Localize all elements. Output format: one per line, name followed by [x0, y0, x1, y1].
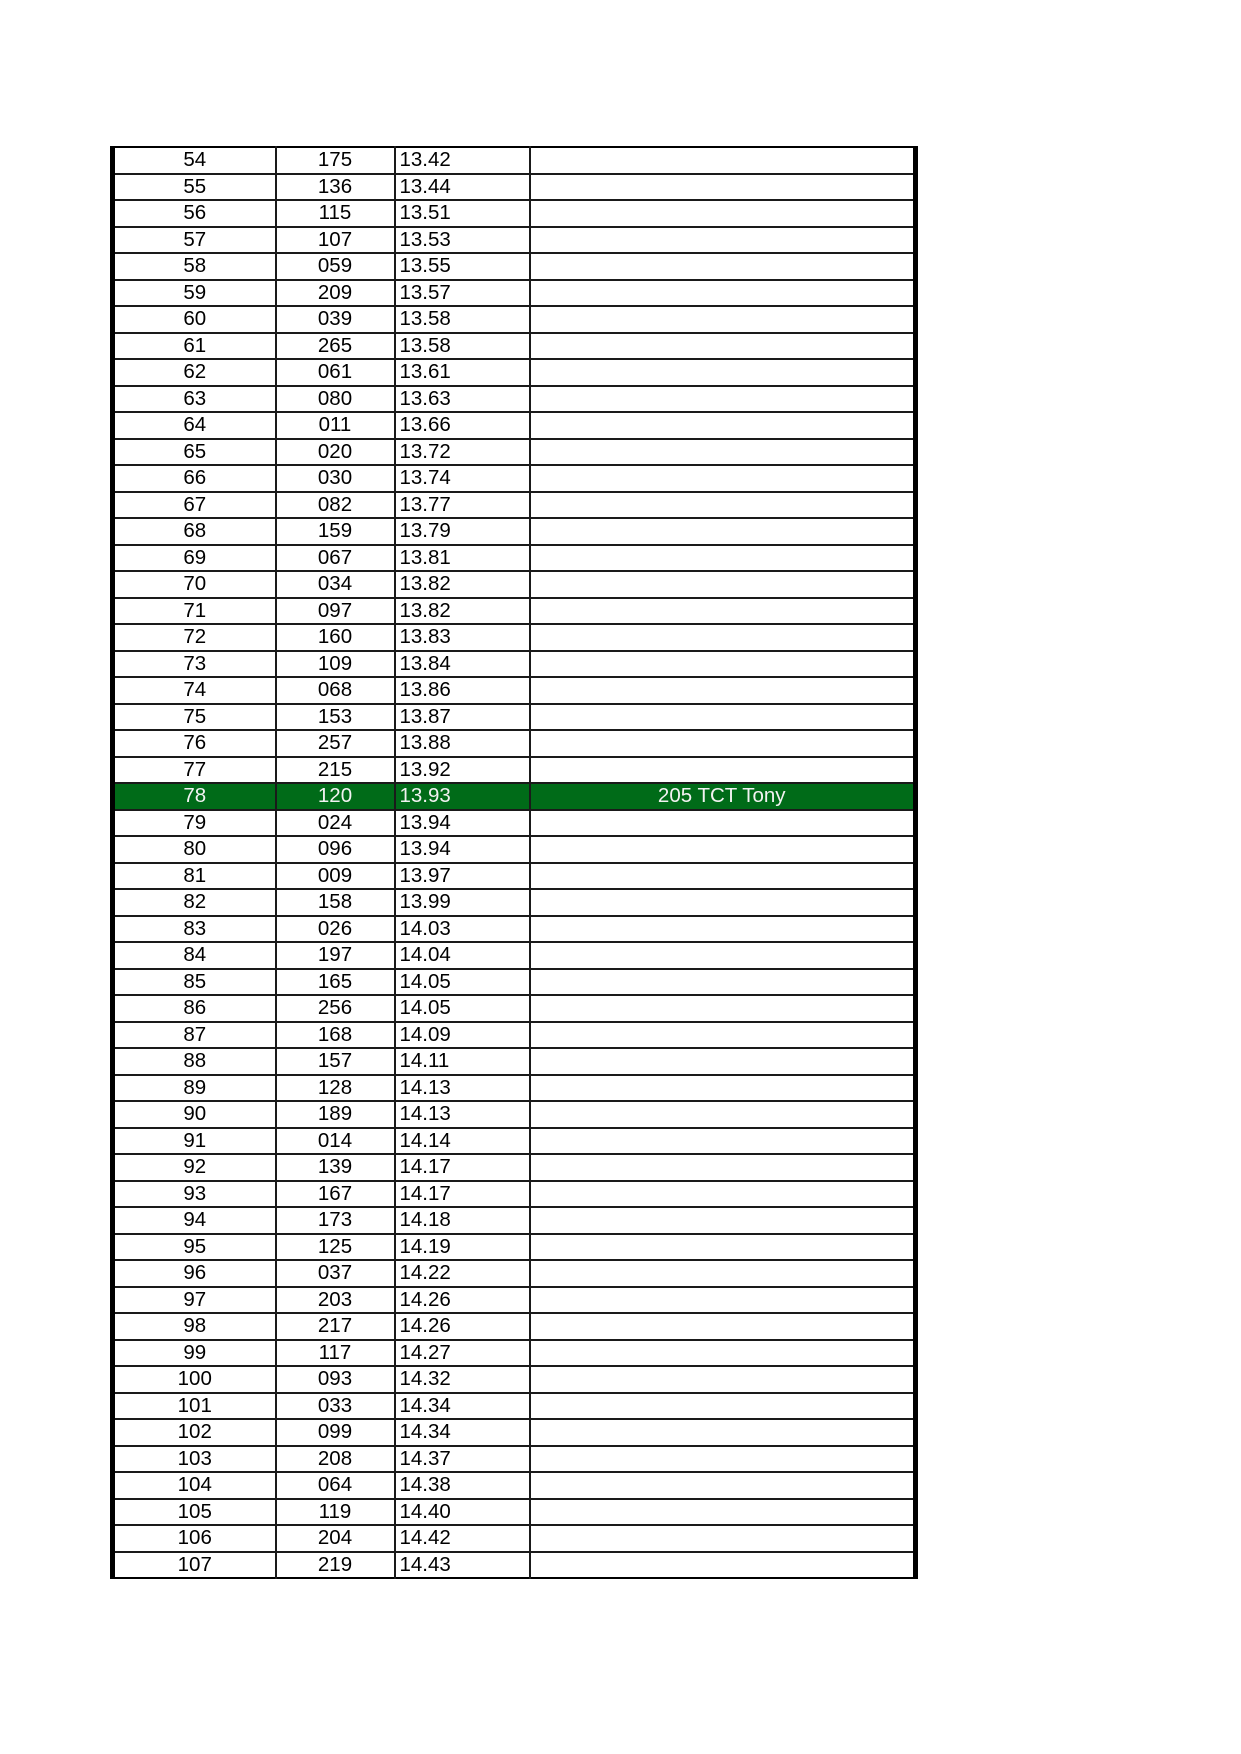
table-row: [113, 810, 916, 837]
place-cell: 90: [113, 1101, 276, 1128]
number-cell: 215: [276, 757, 395, 784]
time-cell: 13.84: [395, 651, 530, 678]
name-cell: [530, 545, 916, 572]
number-cell: 093: [276, 1366, 395, 1393]
place-cell: 83: [113, 916, 276, 943]
number-cell: 256: [276, 995, 395, 1022]
time-cell: 13.81: [395, 545, 530, 572]
place-cell: 80: [113, 836, 276, 863]
name-cell: [530, 995, 916, 1022]
number-cell: 173: [276, 1207, 395, 1234]
time-cell: 14.04: [395, 942, 530, 969]
name-cell: [530, 1075, 916, 1102]
place-cell: 91: [113, 1128, 276, 1155]
time-cell: 14.22: [395, 1260, 530, 1287]
time-cell: 13.72: [395, 439, 530, 466]
table-row: [113, 916, 916, 943]
place-cell: 92: [113, 1154, 276, 1181]
place-cell: 59: [113, 280, 276, 307]
table-row: [113, 386, 916, 413]
number-cell: 128: [276, 1075, 395, 1102]
place-cell: 55: [113, 174, 276, 201]
number-cell: 068: [276, 677, 395, 704]
place-cell: 101: [113, 1393, 276, 1420]
place-cell: 58: [113, 253, 276, 280]
table-row: [113, 280, 916, 307]
name-cell: [530, 359, 916, 386]
place-cell: 89: [113, 1075, 276, 1102]
time-cell: 14.27: [395, 1340, 530, 1367]
number-cell: 136: [276, 174, 395, 201]
name-cell: [530, 863, 916, 890]
place-cell: 82: [113, 889, 276, 916]
table-row: [113, 253, 916, 280]
name-cell: [530, 1499, 916, 1526]
number-cell: 011: [276, 412, 395, 439]
time-cell: 13.83: [395, 624, 530, 651]
time-cell: 13.87: [395, 704, 530, 731]
number-cell: 097: [276, 598, 395, 625]
number-cell: 024: [276, 810, 395, 837]
table-row: [113, 1048, 916, 1075]
place-cell: 76: [113, 730, 276, 757]
table-row: [113, 1499, 916, 1526]
name-cell: [530, 1446, 916, 1473]
number-cell: 115: [276, 200, 395, 227]
place-cell: 95: [113, 1234, 276, 1261]
name-cell: [530, 1366, 916, 1393]
time-cell: 14.05: [395, 995, 530, 1022]
place-cell: 57: [113, 227, 276, 254]
table-row: [113, 439, 916, 466]
name-cell: [530, 1101, 916, 1128]
name-cell: [530, 386, 916, 413]
place-cell: 98: [113, 1313, 276, 1340]
place-cell: 73: [113, 651, 276, 678]
time-cell: 13.44: [395, 174, 530, 201]
time-cell: 14.37: [395, 1446, 530, 1473]
time-cell: 13.88: [395, 730, 530, 757]
number-cell: 204: [276, 1525, 395, 1552]
number-cell: 175: [276, 147, 395, 174]
time-cell: 14.43: [395, 1552, 530, 1579]
time-cell: 13.55: [395, 253, 530, 280]
name-cell: [530, 306, 916, 333]
time-cell: 13.92: [395, 757, 530, 784]
name-cell: [530, 200, 916, 227]
place-cell: 85: [113, 969, 276, 996]
name-cell: [530, 836, 916, 863]
table-row: [113, 757, 916, 784]
place-cell: 75: [113, 704, 276, 731]
number-cell: 125: [276, 1234, 395, 1261]
number-cell: 117: [276, 1340, 395, 1367]
table-row: [113, 492, 916, 519]
name-cell: [530, 1207, 916, 1234]
time-cell: 13.77: [395, 492, 530, 519]
place-cell: 79: [113, 810, 276, 837]
time-cell: 14.03: [395, 916, 530, 943]
name-cell: [530, 1048, 916, 1075]
table-row: [113, 227, 916, 254]
table-row: [113, 1340, 916, 1367]
place-cell: 64: [113, 412, 276, 439]
time-cell: 14.13: [395, 1101, 530, 1128]
table-row: [113, 200, 916, 227]
table-row: [113, 598, 916, 625]
number-cell: 153: [276, 704, 395, 731]
name-cell: [530, 1552, 916, 1579]
table-row: [113, 545, 916, 572]
time-cell: 14.18: [395, 1207, 530, 1234]
number-cell: 099: [276, 1419, 395, 1446]
name-cell: [530, 651, 916, 678]
time-cell: 14.38: [395, 1472, 530, 1499]
name-cell: [530, 1525, 916, 1552]
name-cell: [530, 147, 916, 174]
number-cell: 026: [276, 916, 395, 943]
name-cell: [530, 1128, 916, 1155]
name-cell: [530, 1234, 916, 1261]
table-row: [113, 730, 916, 757]
place-cell: 106: [113, 1525, 276, 1552]
place-cell: 54: [183, 148, 207, 172]
time-cell: 13.42: [395, 147, 530, 174]
number-cell: 059: [276, 253, 395, 280]
number-cell: 208: [276, 1446, 395, 1473]
place-cell: 72: [113, 624, 276, 651]
name-cell: [530, 1340, 916, 1367]
place-cell: 86: [113, 995, 276, 1022]
table-row: [113, 147, 916, 174]
number-cell: 061: [276, 359, 395, 386]
time-cell: 14.26: [395, 1313, 530, 1340]
number-cell: 064: [276, 1472, 395, 1499]
number-cell: 167: [276, 1181, 395, 1208]
time-cell: 14.11: [395, 1048, 530, 1075]
number-cell: 203: [276, 1287, 395, 1314]
place-cell: 81: [113, 863, 276, 890]
name-cell: [530, 280, 916, 307]
table-row: [113, 1525, 916, 1552]
time-cell: 13.86: [395, 677, 530, 704]
place-cell: 62: [113, 359, 276, 386]
table-row: [113, 1154, 916, 1181]
number-cell: 119: [276, 1499, 395, 1526]
number-cell: 160: [276, 624, 395, 651]
number-cell: 080: [276, 386, 395, 413]
name-cell: [530, 1260, 916, 1287]
table-row: [113, 942, 916, 969]
place-cell: 60: [113, 306, 276, 333]
time-cell: 13.66: [395, 412, 530, 439]
place-cell: 107: [113, 1552, 276, 1579]
time-cell: 13.63: [395, 386, 530, 413]
place-cell: 96: [113, 1260, 276, 1287]
time-cell: 13.57: [395, 280, 530, 307]
table-row: [113, 624, 916, 651]
place-cell: 67: [113, 492, 276, 519]
number-cell: 109: [276, 651, 395, 678]
name-cell: [530, 624, 916, 651]
time-cell: 13.58: [395, 333, 530, 360]
name-cell: [530, 1472, 916, 1499]
place-cell: 100: [113, 1366, 276, 1393]
place-cell: 84: [113, 942, 276, 969]
table-row: [113, 306, 916, 333]
table-row: [113, 1313, 916, 1340]
name-cell: [530, 704, 916, 731]
time-cell: 14.17: [395, 1154, 530, 1181]
time-cell: 13.74: [395, 465, 530, 492]
table-row: [113, 704, 916, 731]
number-cell: 020: [276, 439, 395, 466]
number-cell: 096: [276, 836, 395, 863]
place-cell: 61: [113, 333, 276, 360]
place-cell: 56: [113, 200, 276, 227]
table-row: [113, 677, 916, 704]
place-cell: 78: [113, 783, 276, 810]
place-cell: 99: [113, 1340, 276, 1367]
time-cell: 14.13: [395, 1075, 530, 1102]
number-cell: 067: [276, 545, 395, 572]
place-cell: 68: [113, 518, 276, 545]
number-cell: 265: [276, 333, 395, 360]
table-row: [113, 1207, 916, 1234]
name-cell: [530, 439, 916, 466]
table-row: [113, 1287, 916, 1314]
table-row: [113, 1446, 916, 1473]
name-cell: [530, 757, 916, 784]
time-cell: 13.94: [395, 810, 530, 837]
results-table: [110, 146, 918, 1579]
table-row: [113, 1472, 916, 1499]
number-cell: 039: [276, 306, 395, 333]
table-row-highlighted: [113, 783, 916, 810]
name-cell: [530, 942, 916, 969]
number-cell: 189: [276, 1101, 395, 1128]
number-cell: 168: [276, 1022, 395, 1049]
name-cell: [530, 969, 916, 996]
place-cell: 103: [113, 1446, 276, 1473]
table-row: [113, 1260, 916, 1287]
place-cell: 77: [113, 757, 276, 784]
table-row: [113, 518, 916, 545]
time-cell: 14.17: [395, 1181, 530, 1208]
time-cell: 13.97: [395, 863, 530, 890]
place-cell: 94: [113, 1207, 276, 1234]
table-row: [113, 1075, 916, 1102]
name-cell: [530, 889, 916, 916]
number-cell: 034: [276, 571, 395, 598]
table-row: [113, 1181, 916, 1208]
time-cell: 14.05: [395, 969, 530, 996]
name-cell: [530, 253, 916, 280]
time-cell: 13.82: [395, 598, 530, 625]
place-cell: 93: [113, 1181, 276, 1208]
place-cell: 88: [113, 1048, 276, 1075]
name-cell: [530, 1022, 916, 1049]
place-cell: 74: [113, 677, 276, 704]
name-cell: [530, 1154, 916, 1181]
name-cell: [530, 677, 916, 704]
time-cell: 14.14: [395, 1128, 530, 1155]
time-cell: 14.34: [395, 1393, 530, 1420]
table-row: [113, 1552, 916, 1579]
number-cell: 165: [276, 969, 395, 996]
table-row: [113, 333, 916, 360]
time-cell: 14.40: [395, 1499, 530, 1526]
name-cell: [530, 227, 916, 254]
number-cell: 120: [276, 783, 395, 810]
time-cell: 13.82: [395, 571, 530, 598]
table-row: [113, 1128, 916, 1155]
name-cell: [530, 730, 916, 757]
time-cell: 14.19: [395, 1234, 530, 1261]
table-row: [113, 1393, 916, 1420]
name-cell: 205 TCT Tony: [530, 783, 916, 810]
time-cell: 14.32: [395, 1366, 530, 1393]
time-cell: 14.42: [395, 1525, 530, 1552]
name-cell: [530, 1181, 916, 1208]
number-cell: 014: [276, 1128, 395, 1155]
place-cell: 70: [113, 571, 276, 598]
results-table-body: [113, 147, 916, 1578]
number-cell: 217: [276, 1313, 395, 1340]
name-cell: [530, 1313, 916, 1340]
time-cell: 13.93: [395, 783, 530, 810]
number-cell: 037: [276, 1260, 395, 1287]
name-cell: [530, 465, 916, 492]
name-cell: [530, 1419, 916, 1446]
name-cell: [530, 518, 916, 545]
table-row: [113, 889, 916, 916]
place-cell: 87: [113, 1022, 276, 1049]
table-row: [113, 1366, 916, 1393]
place-cell: 71: [113, 598, 276, 625]
time-cell: 13.94: [395, 836, 530, 863]
place-cell: 104: [113, 1472, 276, 1499]
number-cell: 082: [276, 492, 395, 519]
place-cell: 63: [113, 386, 276, 413]
place-cell: 66: [113, 465, 276, 492]
place-cell: 102: [113, 1419, 276, 1446]
number-cell: 257: [276, 730, 395, 757]
number-cell: 209: [276, 280, 395, 307]
time-cell: 13.61: [395, 359, 530, 386]
table-row: [113, 465, 916, 492]
table-row: [113, 359, 916, 386]
name-cell: [530, 333, 916, 360]
table-row: [113, 174, 916, 201]
place-cell: 69: [113, 545, 276, 572]
table-row: [113, 1022, 916, 1049]
number-cell: 139: [276, 1154, 395, 1181]
number-cell: 009: [276, 863, 395, 890]
table-row: [113, 651, 916, 678]
number-cell: 033: [276, 1393, 395, 1420]
number-cell: 107: [276, 227, 395, 254]
number-cell: 197: [276, 942, 395, 969]
number-cell: 219: [276, 1552, 395, 1579]
number-cell: 159: [276, 518, 395, 545]
table-row: [113, 1234, 916, 1261]
table-row: [113, 1101, 916, 1128]
table-row: [113, 995, 916, 1022]
name-cell: [530, 412, 916, 439]
table-row: [113, 412, 916, 439]
time-cell: 13.99: [395, 889, 530, 916]
name-cell: [530, 492, 916, 519]
time-cell: 14.34: [395, 1419, 530, 1446]
time-cell: 14.09: [395, 1022, 530, 1049]
table-row: [113, 836, 916, 863]
table-row: [113, 1419, 916, 1446]
time-cell: 13.53: [395, 227, 530, 254]
place-cell: 97: [113, 1287, 276, 1314]
name-cell: [530, 598, 916, 625]
place-cell: 105: [113, 1499, 276, 1526]
number-cell: 158: [276, 889, 395, 916]
table-row: [113, 969, 916, 996]
number-cell: 157: [276, 1048, 395, 1075]
name-cell: [530, 174, 916, 201]
time-cell: 13.79: [395, 518, 530, 545]
place-cell: 65: [113, 439, 276, 466]
name-cell: [530, 1287, 916, 1314]
name-cell: [530, 916, 916, 943]
table-row: [113, 571, 916, 598]
time-cell: 14.26: [395, 1287, 530, 1314]
name-cell: [530, 571, 916, 598]
table-row: [113, 863, 916, 890]
time-cell: 13.58: [395, 306, 530, 333]
name-cell: [530, 810, 916, 837]
number-cell: 030: [276, 465, 395, 492]
time-cell: 13.51: [395, 200, 530, 227]
name-cell: [530, 1393, 916, 1420]
